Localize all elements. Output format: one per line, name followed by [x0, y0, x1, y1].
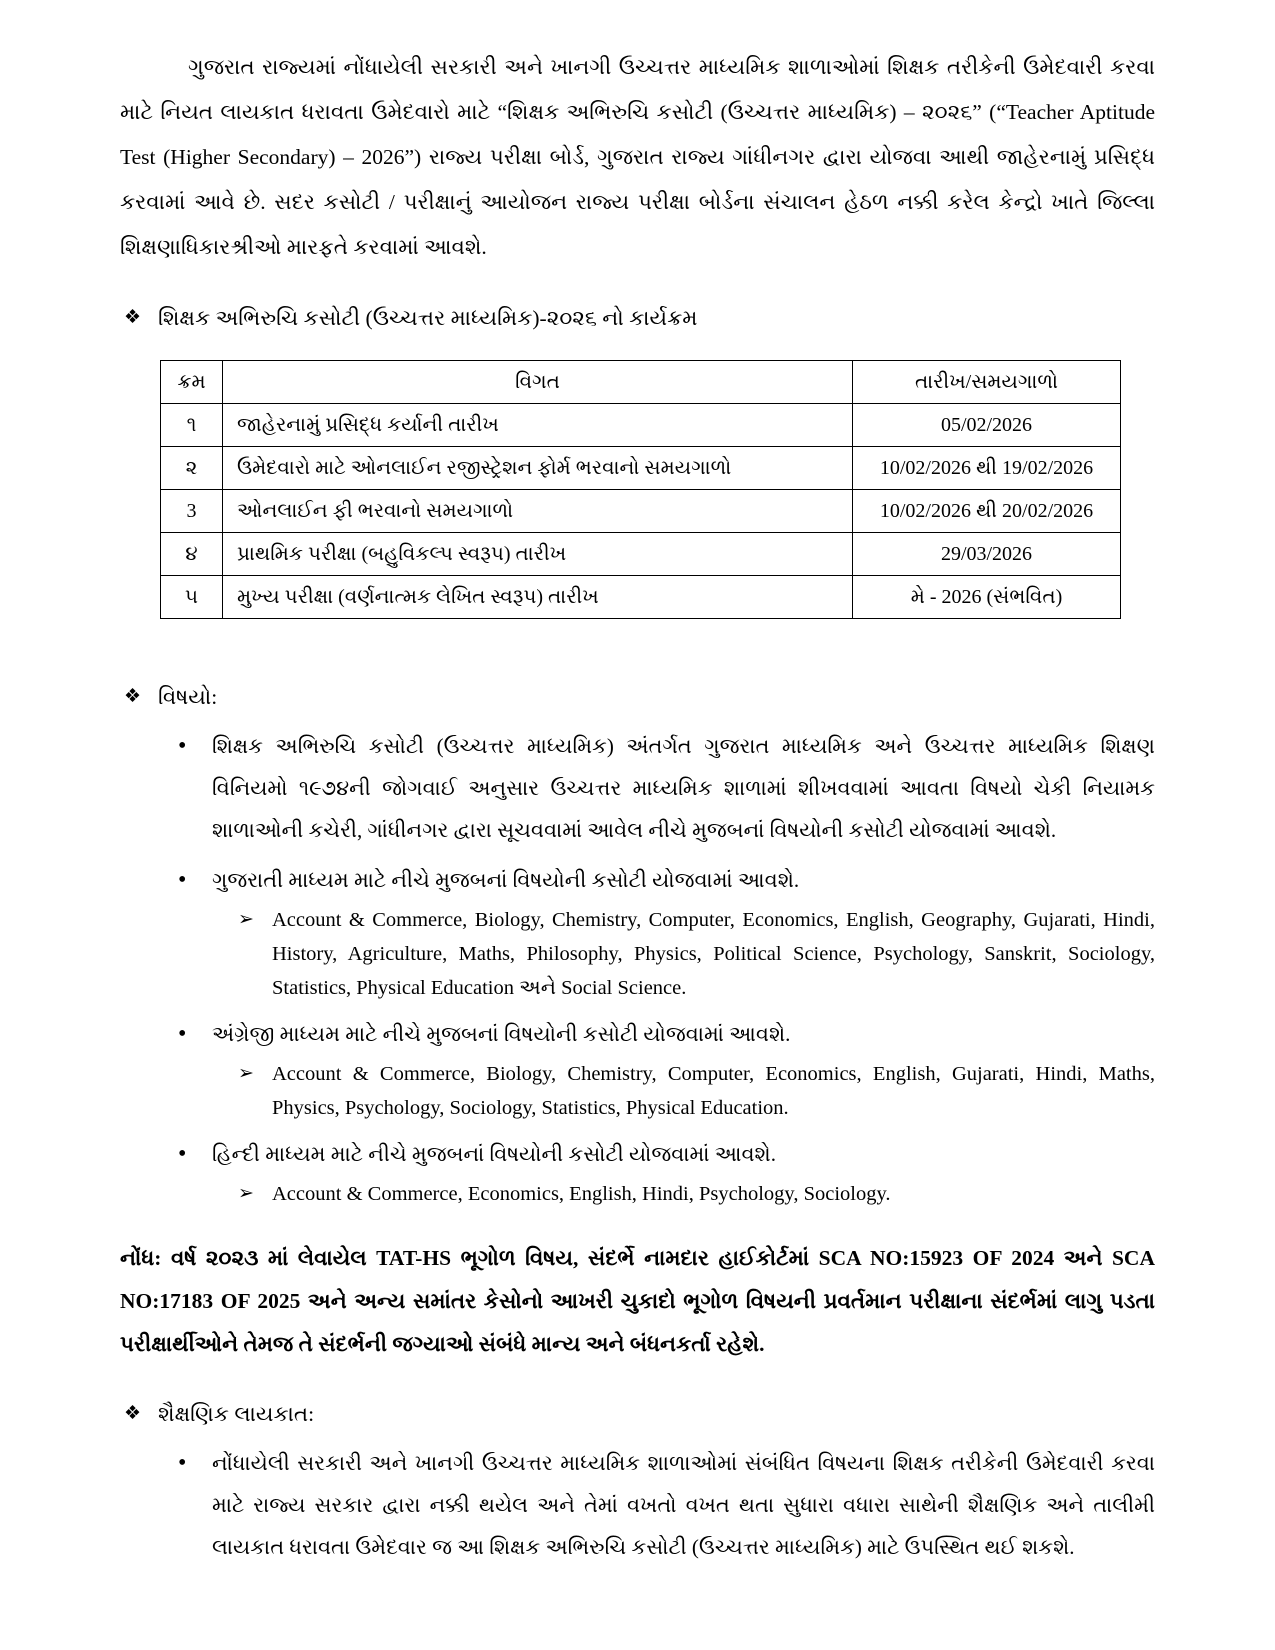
arrow-bullet-icon: ➢	[238, 1063, 254, 1084]
cell-desc: ઓનલાઈન ફી ભરવાનો સમયગાળો	[223, 490, 853, 533]
medium-label-english: અંગ્રેજી માધ્યમ માટે નીચે મુજબનાં વિષયોની કસોટી યોજવામાં આવશે.	[212, 1022, 791, 1046]
column-header-desc: વિગત	[223, 361, 853, 404]
round-bullet-icon: •	[178, 1450, 187, 1476]
schedule-table-wrapper	[120, 360, 1155, 619]
column-header-no: ક્રમ	[161, 361, 223, 404]
cell-date: 29/03/2026	[853, 533, 1121, 576]
schedule-heading: શિક્ષક અભિરુચિ કસોટી (ઉચ્ચત્તર માધ્યમિક)-૨૦૨૬ નો કાર્યક્રમ	[158, 306, 698, 330]
cell-desc: મુખ્ય પરીક્ષા (વર્ણનાત્મક લેખિત સ્વરૂપ) તારીખ	[223, 576, 853, 619]
round-bullet-icon: •	[178, 867, 187, 893]
cell-no: ૫	[161, 576, 223, 619]
subject-list-row-hindi	[120, 1177, 1155, 1211]
round-bullet-icon: •	[178, 733, 187, 759]
subject-list-english: Account & Commerce, Biology, Chemistry, Computer, Economics, English, Gujarati, Hindi, Maths, Physics, Psychology, Sociology, Statistics, Physical Education.	[272, 1063, 1155, 1119]
medium-bullet-row-hindi	[120, 1133, 1155, 1175]
cell-desc: પ્રાથમિક પરીક્ષા (બહુવિકલ્પ સ્વરૂપ) તારીખ	[223, 533, 853, 576]
subject-list-row-gujarati	[120, 903, 1155, 1005]
spacer	[120, 619, 1155, 649]
subjects-heading-row	[120, 677, 1155, 717]
cell-desc: ઉમેદવારો માટે ઓનલાઈન રજીસ્ટ્રેશન ફોર્મ ભરવાનો સમયગાળો	[223, 447, 853, 490]
diamond-bullet-icon: ❖	[124, 307, 142, 328]
qualification-heading-row	[120, 1394, 1155, 1434]
subjects-heading: વિષયો:	[158, 685, 218, 709]
cell-date: 10/02/2026 થી 19/02/2026	[853, 447, 1121, 490]
cell-date: 10/02/2026 થી 20/02/2026	[853, 490, 1121, 533]
subjects-intro-bullet: શિક્ષક અભિરુચિ કસોટી (ઉચ્ચત્તર માધ્યમિક) અંતર્ગત ગુજરાત માધ્યમિક અને ઉચ્ચત્તર માધ્યમિક શિક્ષણ વિનિયમો ૧૯૭૪ની જોગવાઈ અનુસાર ઉચ્ચત્તર માધ્યમિક શાળામાં શીખવવામાં આવતા વિષયો ચેકી નિયામક શાળાઓની કચેરી, ગાંધીનગર દ્વારા સૂચવવામાં આવેલ નીચે મુજબનાં વિષયોની કસોટી યોજવામાં આવશે.	[212, 734, 1155, 842]
cell-no: ૨	[161, 447, 223, 490]
note-paragraph: નોંધ: વર્ષ ૨૦૨૩ માં લેવાયેલ TAT-HS ભૂગોળ વિષય, સંદર્ભે નામદાર હાઈકોર્ટમાં SCA NO:15923 OF 2024 અને SCA NO:17183 OF 2025 અને અન્ય સમાંતર કેસોનો આખરી ચુકાદો ભૂગોળ વિષયની પ્રવર્તમાન પરીક્ષાના સંદર્ભમાં લાગુ પડતા પરીક્ષાર્થીઓને તેમજ તે સંદર્ભની જગ્યાઓ સંબંધે માન્ય અને બંધનકર્તા રહેશે.	[120, 1246, 1155, 1356]
subject-list-hindi: Account & Commerce, Economics, English, Hindi, Psychology, Sociology.	[272, 1183, 891, 1205]
qualification-heading: શૈક્ષણિક લાયકાત:	[158, 1402, 315, 1426]
cell-no: ૧	[161, 404, 223, 447]
subject-list-row-english	[120, 1057, 1155, 1125]
schedule-table	[160, 360, 1121, 619]
round-bullet-icon: •	[178, 1141, 187, 1167]
diamond-bullet-icon: ❖	[124, 1403, 142, 1424]
round-bullet-icon: •	[178, 1021, 187, 1047]
cell-no: ૪	[161, 533, 223, 576]
table-row	[161, 404, 1121, 447]
intro-paragraph: ગુજરાત રાજ્યમાં નોંધાયેલી સરકારી અને ખાનગી ઉચ્ચત્તર માધ્યમિક શાળાઓમાં શિક્ષક તરીકેની ઉમેદવારી કરવા માટે નિયત લાયકાત ધરાવતા ઉમેદવારો માટે “શિક્ષક અભિરુચિ કસોટી (ઉચ્ચત્તર માધ્યમિક) – ૨૦૨૬” (“Teacher Aptitude Test (Higher Secondary) – 2026”) રાજ્ય પરીક્ષા બોર્ડ, ગુજરાત રાજ્ય ગાંધીનગર દ્વારા યોજવા આથી જાહેરનામું પ્રસિદ્ધ કરવામાં આવે છે. સદર કસોટી / પરીક્ષાનું આયોજન રાજ્ય પરીક્ષા બોર્ડના સંચાલન હેઠળ નક્કી કરેલ કેન્દ્રો ખાતે જિલ્લા શિક્ષણાધિકારશ્રીઓ મારફતે કરવામાં આવશે.	[120, 55, 1155, 259]
table-row	[161, 576, 1121, 619]
cell-desc: જાહેરનામું પ્રસિદ્ધ કર્યાની તારીખ	[223, 404, 853, 447]
arrow-bullet-icon: ➢	[238, 1183, 254, 1204]
medium-label-hindi: હિન્દી માધ્યમ માટે નીચે મુજબનાં વિષયોની કસોટી યોજવામાં આવશે.	[212, 1142, 776, 1166]
table-row	[161, 533, 1121, 576]
table-row	[161, 490, 1121, 533]
qualification-bullet: નોંધાયેલી સરકારી અને ખાનગી ઉચ્ચત્તર માધ્યમિક શાળાઓમાં સંબંધિત વિષયના શિક્ષક તરીકેની ઉમેદવારી કરવા માટે રાજ્ય સરકાર દ્વારા નક્કી થયેલ અને તેમાં વખતો વખત થતા સુધારા વધારા સાથેની શૈક્ષણિક અને તાલીમી લાયકાત ધરાવતા ઉમેદવાર જ આ શિક્ષક અભિરુચિ કસોટી (ઉચ્ચત્તર માધ્યમિક) માટે ઉપસ્થિત થઈ શકશે.	[212, 1451, 1155, 1559]
subject-list-gujarati: Account & Commerce, Biology, Chemistry, Computer, Economics, English, Geography, Gujarati, Hindi, History, Agriculture, Maths, Philosophy, Physics, Political Science, Psychology, Sanskrit, Sociology, Statistics, Physical Education અને Social Science.	[272, 909, 1155, 999]
table-row	[161, 447, 1121, 490]
arrow-bullet-icon: ➢	[238, 909, 254, 930]
diamond-bullet-icon: ❖	[124, 686, 142, 707]
table-header-row	[161, 361, 1121, 404]
medium-bullet-row-english	[120, 1013, 1155, 1055]
column-header-date: તારીખ/સમયગાળો	[853, 361, 1121, 404]
cell-no: 3	[161, 490, 223, 533]
cell-date: 05/02/2026	[853, 404, 1121, 447]
medium-bullet-row-gujarati	[120, 859, 1155, 901]
schedule-heading-row	[120, 298, 1155, 338]
subjects-intro-bullet-row	[120, 725, 1155, 851]
cell-date: મે - 2026 (સંભવિત)	[853, 576, 1121, 619]
qualification-bullet-row	[120, 1442, 1155, 1568]
medium-label-gujarati: ગુજરાતી માધ્યમ માટે નીચે મુજબનાં વિષયોની કસોટી યોજવામાં આવશે.	[212, 868, 800, 892]
